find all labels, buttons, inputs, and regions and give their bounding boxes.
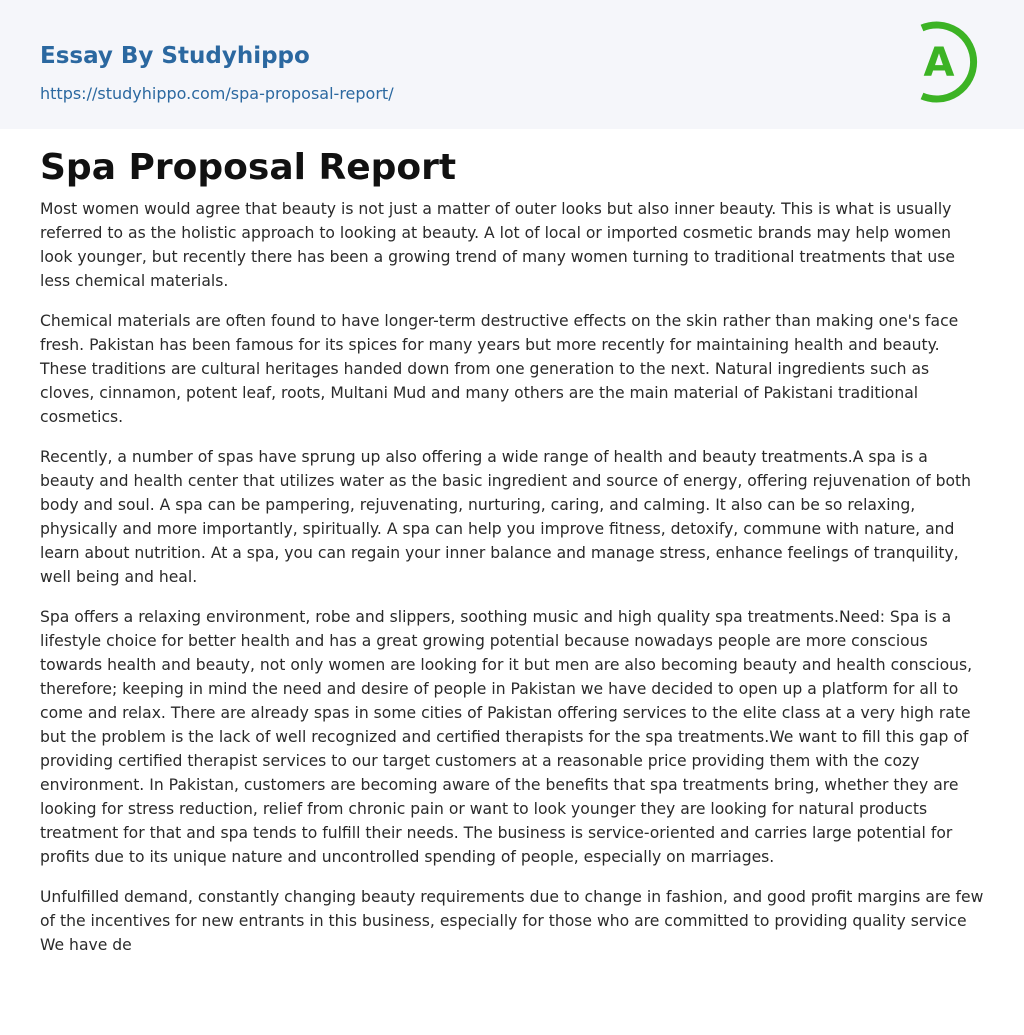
- paragraph: Spa offers a relaxing environment, robe and slippers, soothing music and high quality spa treatments.Need: Spa is a lifestyle choice for better health and has a great growing potential because nowadays people are more conscious towards health and beauty, not only women are looking for it but men are also becoming beauty and health conscious, therefore; keeping in mind the need and desire of people in Pakistan we have decided to open up a platform for all to come and relax. There are already spas in some cities of Pakistan offering services to the elite class at a very high rate but the problem is the lack of well recognized and certified therapists for the spa treatments.We want to fill this gap of providing certified therapist services to our target customers at a reasonable price providing them with the cozy environment. In Pakistan, customers are becoming aware of the benefits that spa treatments bring, whether they are looking for stress reduction, relief from chronic pain or want to look younger they are looking for natural products treatment for that and spa tends to fulfill their needs. The business is service-oriented and carries large potential for profits due to its unique nature and uncontrolled spending of people, especially on marriages.: [40, 608, 973, 866]
- paragraph: Most women would agree that beauty is not just a matter of outer looks but also inner beauty. This is what is usually referred to as the holistic approach to looking at beauty. A lot of local or imported cosmetic brands may help women look younger, but recently there has been a growing trend of many women turning to traditional treatments that use less chemical materials.: [40, 200, 955, 290]
- article: [40, 143, 986, 973]
- brand-title[interactable]: Essay By Studyhippo: [40, 43, 310, 69]
- studyhippo-logo-icon[interactable]: [912, 18, 988, 106]
- site-header: [0, 0, 1024, 129]
- logo-letter: A: [923, 40, 955, 86]
- paragraph: Unfulfilled demand, constantly changing beauty requirements due to change in fashion, and good profit margins are few of the incentives for new entrants in this business, especially for those who are committed to providing quality service We have de: [40, 888, 984, 954]
- paragraph: Chemical materials are often found to have longer-term destructive effects on the skin rather than making one's face fresh. Pakistan has been famous for its spices for many years but more recently for maintaining health and beauty. These traditions are cultural heritages handed down from one generation to the next. Natural ingredients such as cloves, cinnamon, potent leaf, roots, Multani Mud and many others are the main material of Pakistani traditional cosmetics.: [40, 312, 959, 426]
- page-title: Spa Proposal Report: [40, 147, 457, 188]
- paragraph: Recently, a number of spas have sprung up also offering a wide range of health and beauty treatments.A spa is a beauty and health center that utilizes water as the basic ingredient and source of energy, offering rejuvenation of both body and soul. A spa can be pampering, rejuvenating, nurturing, caring, and calming. It also can be so relaxing, physically and more importantly, spiritually. A spa can help you improve fitness, detoxify, commune with nature, and learn about nutrition. At a spa, you can regain your inner balance and manage stress, enhance feelings of tranquility, well being and heal.: [40, 448, 972, 586]
- essay-url-link[interactable]: https://studyhippo.com/spa-proposal-report/: [40, 84, 394, 103]
